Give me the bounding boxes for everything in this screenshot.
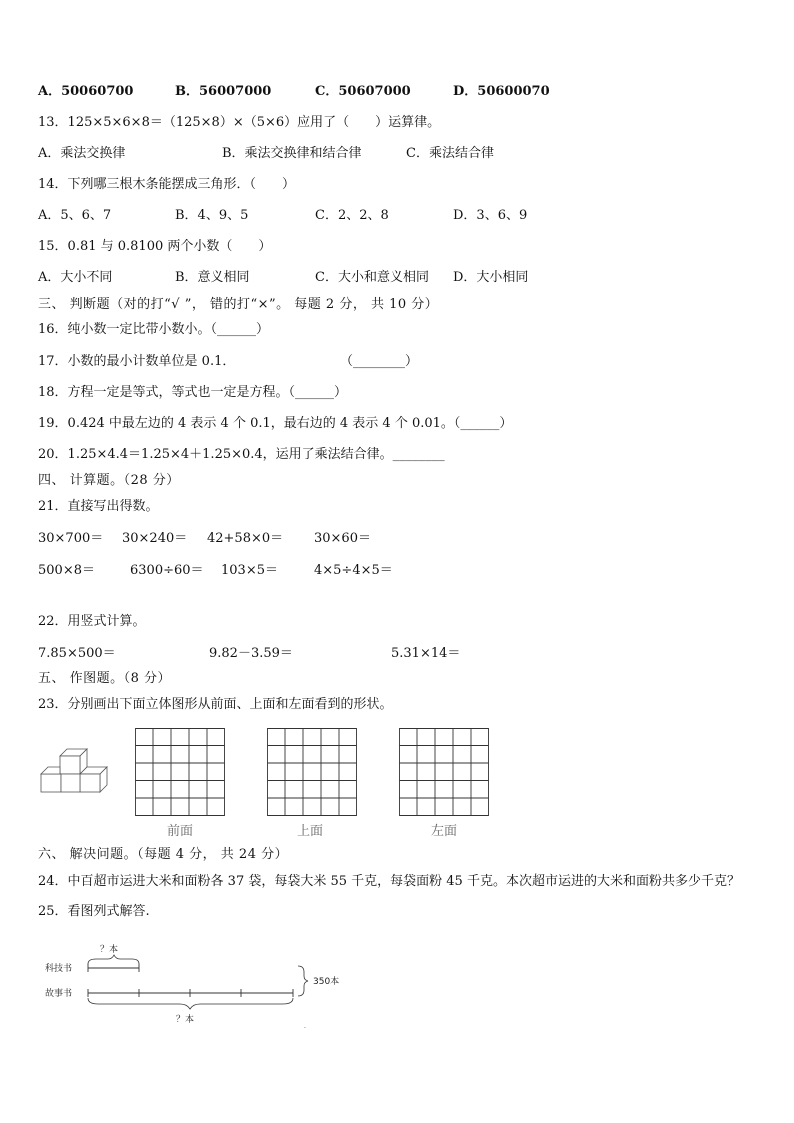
q21-r1-c2: 30×240＝ bbox=[122, 531, 188, 546]
q12-option-c: C．50607000 bbox=[315, 84, 411, 99]
q18-text: 18．方程一定是等式，等式也一定是方程。（______） bbox=[38, 385, 348, 400]
right-brace bbox=[298, 966, 308, 996]
q14-option-b: B．4、9、5 bbox=[175, 208, 249, 223]
q15-stem: 15．0.81 与 0.8100 两个小数（ ） bbox=[38, 239, 272, 254]
section-5-heading: 五、 作图题。（8 分） bbox=[38, 671, 172, 686]
q21-stem: 21．直接写出得数。 bbox=[38, 499, 159, 514]
bottom-question-text: ？本 bbox=[176, 1015, 195, 1025]
grid-top-label: 上面 bbox=[296, 824, 323, 839]
bottom-brace bbox=[88, 998, 293, 1009]
q21-r1-c3: 42+58×0＝ bbox=[207, 531, 284, 546]
q21-r2-c4: 4×5÷4×5＝ bbox=[314, 563, 393, 578]
q13-option-b: B．乘法交换律和结合律 bbox=[222, 146, 362, 161]
q14-option-d: D．3、6、9 bbox=[453, 208, 528, 223]
top-brace bbox=[88, 955, 139, 964]
grid-front-label: 前面 bbox=[166, 824, 193, 839]
q15-option-b: B．意义相同 bbox=[175, 270, 250, 285]
q17-blank: （________） bbox=[340, 354, 419, 369]
svg-text:.: . bbox=[304, 1023, 306, 1028]
q24-text: 24．中百超市运进大米和面粉各 37 袋，每袋大米 55 千克，每袋面粉 45 千克。本次超市运进的大米和面粉共多少千克？ bbox=[38, 874, 740, 889]
q21-r1-c1: 30×700＝ bbox=[38, 531, 104, 546]
section-6-heading: 六、 解决问题。（每题 4 分， 共 24 分） bbox=[38, 847, 289, 862]
q22-item-2: 9.82－3.59＝ bbox=[209, 646, 293, 661]
q22-item-1: 7.85×500＝ bbox=[38, 646, 116, 661]
top-question-text: ？本 bbox=[100, 945, 119, 955]
q21-r2-c3: 103×5＝ bbox=[221, 563, 278, 578]
q12-option-d: D．50600070 bbox=[453, 84, 550, 99]
q21-r2-c2: 6300÷60＝ bbox=[130, 563, 204, 578]
q14-option-a: A．5、6、7 bbox=[38, 208, 112, 223]
q17-stem: 17．小数的最小计数单位是 0.1． bbox=[38, 354, 236, 369]
q25-stem: 25．看图列式解答. bbox=[38, 904, 150, 919]
q20-text: 20．1.25×4.4＝1.25×4＋1.25×0.4，运用了乘法结合律。________ bbox=[38, 447, 445, 462]
q12-option-a: A．50060700 bbox=[38, 84, 134, 99]
section-3-heading: 三、 判断题（对的打“√ ”， 错的打“×”。 每题 2 分， 共 10 分） bbox=[38, 297, 439, 312]
q23-stem: 23．分别画出下面立体图形从前面、上面和左面看到的形状。 bbox=[38, 697, 393, 712]
q13-option-a: A．乘法交换律 bbox=[38, 146, 126, 161]
q14-option-c: C．2、2、8 bbox=[315, 208, 389, 223]
q21-r1-c4: 30×60＝ bbox=[314, 531, 371, 546]
grid-top bbox=[267, 728, 357, 816]
q22-item-3: 5.31×14＝ bbox=[391, 646, 461, 661]
total-text: 350本 bbox=[313, 977, 340, 987]
q13-option-c: C．乘法结合律 bbox=[406, 146, 494, 161]
q15-option-c: C．大小和意义相同 bbox=[315, 270, 429, 285]
q14-stem: 14．下列哪三根木条能摆成三角形．（ ） bbox=[38, 177, 296, 192]
grid-left-label: 左面 bbox=[430, 824, 457, 839]
grid-front bbox=[135, 728, 225, 816]
q19-text: 19．0.424 中最左边的 4 表示 4 个 0.1，最右边的 4 表示 4 个 0.01。（______） bbox=[38, 416, 513, 431]
q13-stem: 13．125×5×6×8＝（125×8）×（5×6）应用了（ ）运算律。 bbox=[38, 115, 441, 130]
grid-left bbox=[399, 728, 489, 816]
q22-stem: 22．用竖式计算。 bbox=[38, 614, 146, 629]
q15-option-a: A．大小不同 bbox=[38, 270, 113, 285]
q16-text: 16．纯小数一定比带小数小。（______） bbox=[38, 322, 270, 337]
q12-option-b: B．56007000 bbox=[175, 84, 272, 99]
cube-figure bbox=[40, 744, 110, 796]
q15-option-d: D．大小相同 bbox=[453, 270, 529, 285]
q21-r2-c1: 500×8＝ bbox=[38, 563, 95, 578]
row1-label: 科技书 bbox=[45, 964, 73, 974]
row2-label: 故事书 bbox=[45, 989, 73, 999]
segment-diagram bbox=[40, 938, 360, 1028]
section-4-heading: 四、 计算题。（28 分） bbox=[38, 473, 180, 488]
